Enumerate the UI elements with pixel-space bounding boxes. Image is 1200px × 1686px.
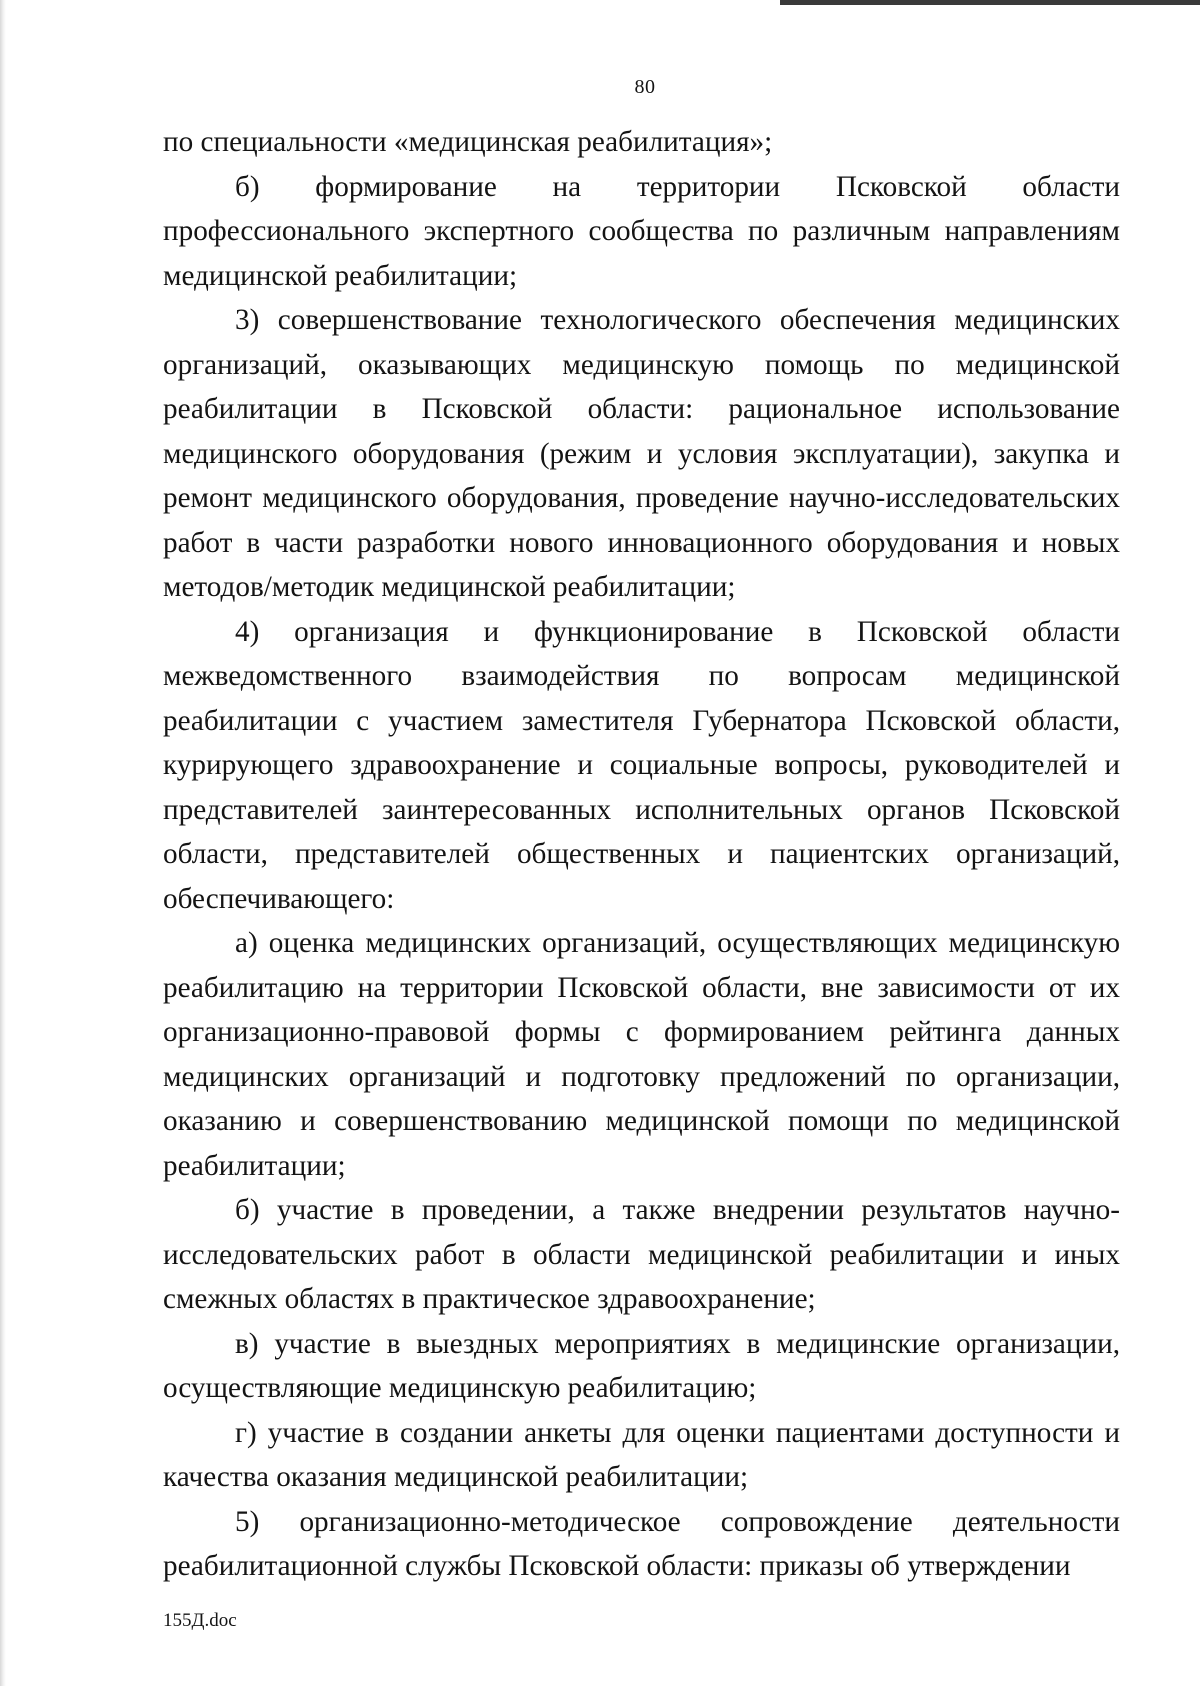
- paragraph-6: б) участие в проведении, а также внедрении результатов научно-исследовательских работ в области медицинской реабилитации и иных смежных областях в практическое здравоохранение;: [163, 1194, 1120, 1315]
- paragraph-3: 3) совершенствование технологического обеспечения медицинских организаций, оказывающих медицинскую помощь по медицинской реабилитации в Псковской области: рациональное использование медицинского оборудования (режим и условия эксплуатации), закупка и ремонт медицинского оборудования, проведение научно-исследовательских работ в части разработки нового инновационного оборудования и новых методов/методик медицинской реабилитации;: [163, 304, 1120, 603]
- document-body: [163, 120, 1120, 1589]
- page-number: 80: [634, 76, 656, 98]
- paragraph-1: по специальности «медицинская реабилитация»;: [163, 126, 773, 158]
- footer-filename: 155Д.doc: [163, 1610, 237, 1631]
- scan-edge-left: [0, 0, 6, 1686]
- scan-edge-top: [780, 0, 1200, 5]
- paragraph-4: 4) организация и функционирование в Псковской области межведомственного взаимодействия по вопросам медицинской реабилитации с участием заместителя Губернатора Псковской области, курирующего здравоохранение и социальные вопросы, руководителей и представителей заинтересованных исполнительных органов Псковской области, представителей общественных и пациентских организаций, обеспечивающего:: [163, 615, 1120, 915]
- paragraph-2: б) формирование на территории Псковской области профессионального экспертного сообщества по различным направлениям медицинской реабилитации;: [163, 170, 1120, 292]
- paragraph-7: в) участие в выездных мероприятиях в медицинские организации, осуществляющие медицинскую реабилитацию;: [163, 1327, 1120, 1404]
- paragraph-9: 5) организационно-методическое сопровождение деятельности реабилитационной службы Псковской области: приказы об утверждении: [163, 1505, 1120, 1582]
- paragraph-8: г) участие в создании анкеты для оценки пациентами доступности и качества оказания медицинской реабилитации;: [163, 1416, 1120, 1493]
- paragraph-5: а) оценка медицинских организаций, осуществляющих медицинскую реабилитацию на территории Псковской области, вне зависимости от их организационно-правовой формы с формированием рейтинга данных медицинских организаций и подготовку предложений по организации, оказанию и совершенствованию медицинской помощи по медицинской реабилитации;: [163, 927, 1120, 1182]
